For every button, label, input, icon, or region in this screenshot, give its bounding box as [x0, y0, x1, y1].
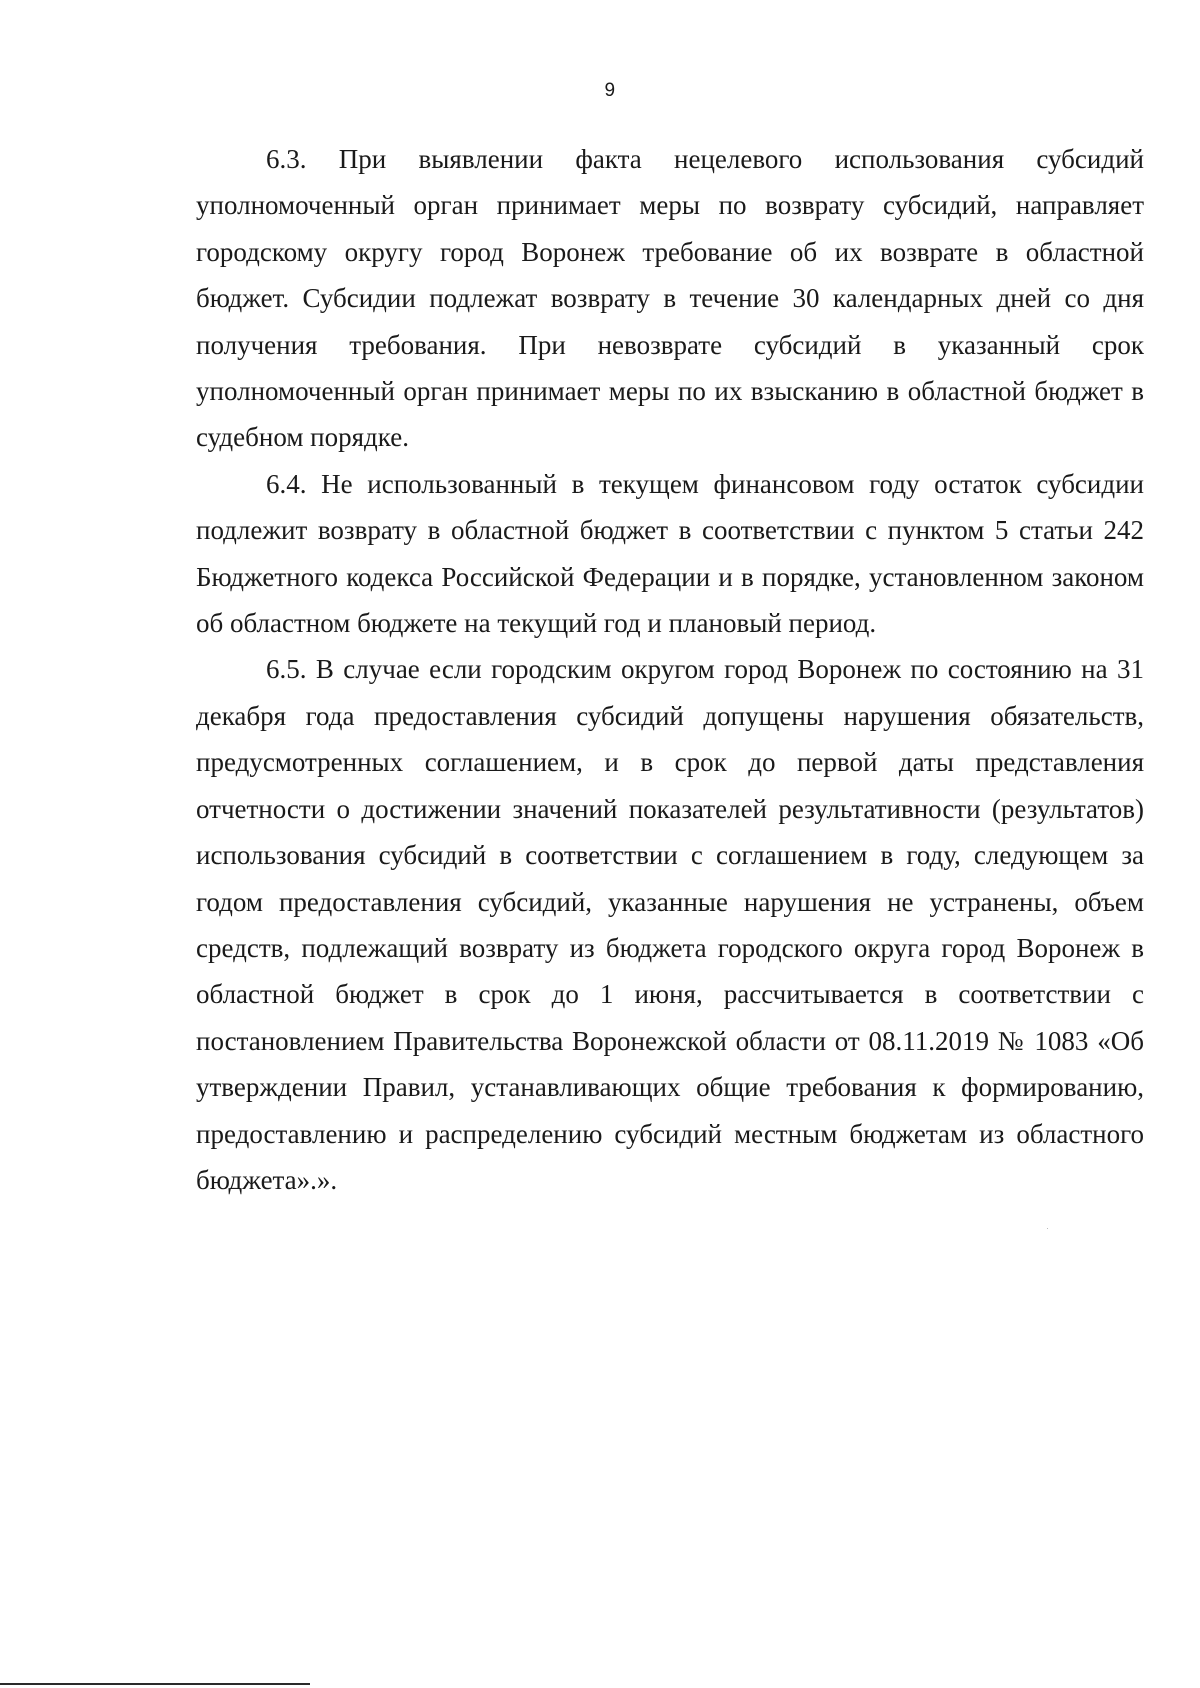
paragraph-6-3: 6.3. При выявлении факта нецелевого использования субсидий уполномоченный орган принимает меры по возврату субсидий, направляет городскому округу город Воронеж требование об их возврате в областной бюджет. Субсидии подлежат возврату в течение 30 календарных дней со дня получения требования. При невозврате субсидий в указанный срок уполномоченный орган принимает меры по их взысканию в областной бюджет в судебном порядке.	[196, 144, 1144, 453]
bottom-scan-edge	[0, 1683, 310, 1685]
paragraph-6-5: 6.5. В случае если городским округом город Воронеж по состоянию на 31 декабря года предоставления субсидий допущены нарушения обязательств, предусмотренных соглашением, и в срок до первой даты представления отчетности о достижении значений показателей результативности (результатов) использования субсидий в соответствии с соглашением в году, следующем за годом предоставления субсидий, указанные нарушения не устранены, объем средств, подлежащий возврату из бюджета городского округа город Воронеж в областной бюджет в срок до 1 июня, рассчитывается в соответствии с постановлением Правительства Воронежской области от 08.11.2019 № 1083 «Об утверждении Правил, устанавливающих общие требования к формированию, предоставлению и распределению субсидий местным бюджетам из областного бюджета».».	[196, 654, 1144, 1195]
page-number: 9	[604, 80, 616, 101]
scan-speck	[1047, 1228, 1048, 1229]
document-body	[196, 136, 1144, 1203]
paragraph-6-4: 6.4. Не использованный в текущем финансовом году остаток субсидии подлежит возврату в областной бюджет в соответствии с пунктом 5 статьи 242 Бюджетного кодекса Российской Федерации и в порядке, установленном законом об областном бюджете на текущий год и плановый период.	[196, 468, 1144, 639]
